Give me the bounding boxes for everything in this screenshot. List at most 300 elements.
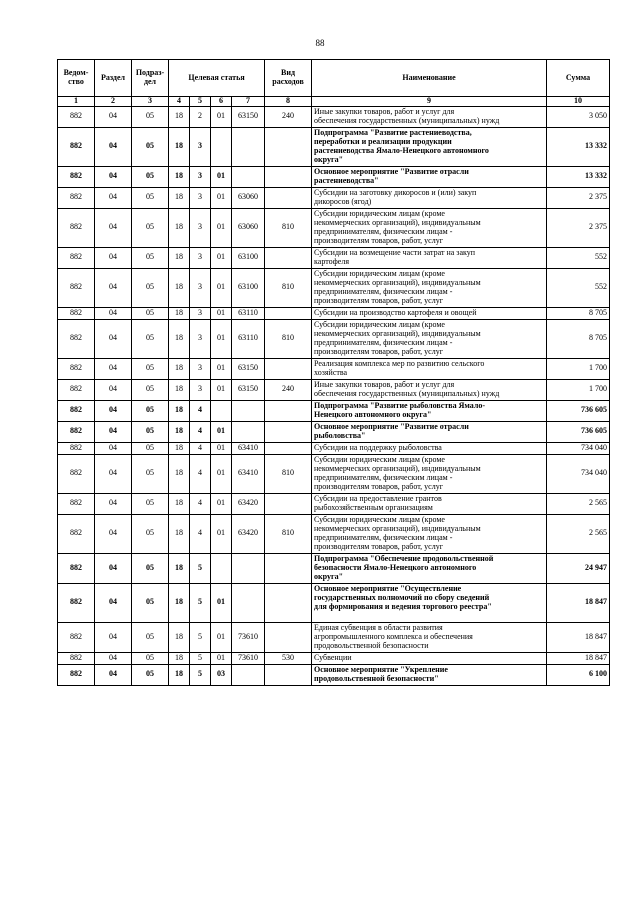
cell-podrazdel: 05 [132, 358, 169, 379]
column-index: 10 [547, 97, 610, 107]
cell-vedomstvo: 882 [58, 208, 95, 247]
name-line: Субсидии на предоставление грантов [314, 494, 442, 503]
name-line: для формирования и ведения торгового реестра" [314, 601, 492, 611]
cell-summa: 2 375 [547, 208, 610, 247]
cell-summa: 8 705 [547, 319, 610, 358]
table-row [58, 454, 610, 493]
cell-subprogram: 5 [190, 583, 211, 622]
table-row [58, 247, 610, 268]
cell-direction [232, 421, 265, 442]
cell-subprogram: 4 [190, 454, 211, 493]
cell-summa: 1 700 [547, 379, 610, 400]
cell-subprogram: 5 [190, 664, 211, 685]
column-index: 6 [211, 97, 232, 107]
cell-subprogram: 2 [190, 106, 211, 127]
cell-razdel: 04 [95, 553, 132, 583]
cell-summa: 6 100 [547, 664, 610, 685]
cell-vedomstvo: 882 [58, 268, 95, 307]
cell-measure: 01 [211, 166, 232, 187]
cell-subprogram: 4 [190, 514, 211, 553]
cell-program: 18 [169, 319, 190, 358]
cell-direction: 63150 [232, 106, 265, 127]
cell-naimenovanie [312, 127, 547, 166]
cell-podrazdel: 05 [132, 208, 169, 247]
table-row [58, 400, 610, 421]
name-line: государственных полномочий по сбору сведений [314, 593, 490, 602]
name-line: округа" [314, 571, 344, 581]
cell-summa: 18 847 [547, 583, 610, 622]
cell-measure: 01 [211, 622, 232, 652]
cell-direction: 63410 [232, 442, 265, 454]
cell-program: 18 [169, 652, 190, 664]
name-line: Субсидии на поддержку рыболовства [314, 442, 442, 452]
cell-direction [232, 664, 265, 685]
header-razdel: Раздел [95, 60, 132, 97]
cell-vid-raskhodov [265, 247, 312, 268]
cell-measure: 01 [211, 493, 232, 514]
cell-razdel: 04 [95, 307, 132, 319]
cell-vid-raskhodov [265, 442, 312, 454]
name-line: некоммерческих организаций), индивидуальным [314, 218, 481, 227]
cell-naimenovanie [312, 268, 547, 307]
cell-summa: 8 705 [547, 307, 610, 319]
cell-podrazdel: 05 [132, 442, 169, 454]
header-vedomstvo: Ведом-ство [58, 60, 95, 97]
cell-subprogram: 3 [190, 268, 211, 307]
cell-razdel: 04 [95, 652, 132, 664]
name-line: Субсидии на заготовку дикоросов и (или) закуп [314, 188, 477, 197]
cell-podrazdel: 05 [132, 379, 169, 400]
cell-measure: 01 [211, 514, 232, 553]
cell-subprogram: 3 [190, 166, 211, 187]
name-line: Субсидии юридическим лицам (кроме [314, 515, 445, 525]
header-row [58, 60, 610, 97]
name-line: дикоросов (ягод) [314, 196, 372, 206]
cell-direction: 63420 [232, 493, 265, 514]
cell-vid-raskhodov [265, 166, 312, 187]
cell-measure: 01 [211, 187, 232, 208]
name-line: некоммерческих организаций), индивидуальным [314, 278, 481, 287]
table-row [58, 358, 610, 379]
cell-subprogram: 3 [190, 319, 211, 358]
cell-summa: 552 [547, 247, 610, 268]
table-body [58, 60, 610, 686]
cell-direction: 63100 [232, 268, 265, 307]
cell-razdel: 04 [95, 358, 132, 379]
cell-direction: 63410 [232, 454, 265, 493]
cell-razdel: 04 [95, 247, 132, 268]
table-row [58, 187, 610, 208]
column-index: 7 [232, 97, 265, 107]
name-line: Единая субвенция в области развития [314, 623, 443, 633]
cell-vid-raskhodov [265, 583, 312, 622]
cell-measure [211, 553, 232, 583]
name-line: обеспечения государственных (муниципальных) нужд [314, 115, 500, 125]
cell-measure: 01 [211, 583, 232, 622]
name-line: безопасности Ямало-Ненецкого автономного [314, 562, 477, 572]
cell-vedomstvo: 882 [58, 514, 95, 553]
cell-program: 18 [169, 421, 190, 442]
cell-naimenovanie [312, 400, 547, 421]
cell-podrazdel: 05 [132, 127, 169, 166]
name-line: Подпрограмма "Развитие рыболовства Ямало- [314, 401, 485, 410]
cell-razdel: 04 [95, 664, 132, 685]
table-row [58, 493, 610, 514]
cell-subprogram: 5 [190, 553, 211, 583]
cell-vid-raskhodov: 530 [265, 652, 312, 664]
cell-vedomstvo: 882 [58, 442, 95, 454]
cell-naimenovanie [312, 442, 547, 454]
cell-measure: 03 [211, 664, 232, 685]
cell-measure [211, 127, 232, 166]
cell-measure [211, 400, 232, 421]
name-line: Подпрограмма "Обеспечение продовольственной [314, 554, 494, 564]
cell-razdel: 04 [95, 319, 132, 358]
cell-subprogram: 4 [190, 442, 211, 454]
cell-razdel: 04 [95, 268, 132, 307]
cell-direction: 63150 [232, 379, 265, 400]
cell-naimenovanie [312, 307, 547, 319]
cell-naimenovanie [312, 553, 547, 583]
name-line: Основное мероприятие "Развитие отрасли [314, 422, 469, 431]
cell-vedomstvo: 882 [58, 187, 95, 208]
cell-direction [232, 166, 265, 187]
table-row [58, 421, 610, 442]
cell-subprogram: 5 [190, 622, 211, 652]
cell-podrazdel: 05 [132, 106, 169, 127]
table-row [58, 652, 610, 664]
cell-vedomstvo: 882 [58, 319, 95, 358]
cell-direction: 63150 [232, 358, 265, 379]
cell-measure: 01 [211, 358, 232, 379]
cell-measure: 01 [211, 319, 232, 358]
cell-podrazdel: 05 [132, 166, 169, 187]
cell-vedomstvo: 882 [58, 664, 95, 685]
cell-measure: 01 [211, 379, 232, 400]
cell-measure: 01 [211, 652, 232, 664]
name-line: производителям товаров, работ, услуг [314, 295, 443, 305]
name-line: продовольственной безопасности" [314, 673, 439, 683]
column-index: 2 [95, 97, 132, 107]
name-line: предпринимателям, физическим лицам - [314, 226, 453, 236]
cell-subprogram: 3 [190, 127, 211, 166]
name-line: Иные закупки товаров, работ и услуг для [314, 107, 455, 116]
cell-podrazdel: 05 [132, 622, 169, 652]
cell-naimenovanie [312, 208, 547, 247]
table-row [58, 319, 610, 358]
cell-direction: 63100 [232, 247, 265, 268]
name-line [314, 612, 544, 621]
name-line: округа" [314, 154, 344, 164]
name-line: обеспечения государственных (муниципальных) нужд [314, 388, 500, 398]
cell-vedomstvo: 882 [58, 454, 95, 493]
cell-direction: 63110 [232, 307, 265, 319]
cell-vedomstvo: 882 [58, 421, 95, 442]
name-line: Основное мероприятие "Развитие отрасли [314, 167, 469, 176]
name-line: Подпрограмма "Развитие растениеводства, [314, 128, 472, 138]
cell-naimenovanie [312, 454, 547, 493]
cell-subprogram: 4 [190, 421, 211, 442]
name-line: некоммерческих организаций), индивидуальным [314, 524, 481, 533]
cell-vedomstvo: 882 [58, 652, 95, 664]
name-line: картофеля [314, 256, 350, 266]
cell-vedomstvo: 882 [58, 379, 95, 400]
cell-program: 18 [169, 514, 190, 553]
name-line: некоммерческих организаций), индивидуальным [314, 329, 481, 338]
cell-razdel: 04 [95, 493, 132, 514]
cell-program: 18 [169, 622, 190, 652]
cell-subprogram: 3 [190, 187, 211, 208]
cell-vid-raskhodov [265, 400, 312, 421]
cell-program: 18 [169, 187, 190, 208]
column-index: 5 [190, 97, 211, 107]
cell-naimenovanie [312, 358, 547, 379]
name-line: растениеводства Ямало-Ненецкого автономного [314, 145, 489, 155]
name-line: Субсидии юридическим лицам (кроме [314, 269, 445, 279]
name-line: Иные закупки товаров, работ и услуг для [314, 380, 455, 389]
name-line: растениеводства" [314, 175, 379, 185]
cell-podrazdel: 05 [132, 400, 169, 421]
name-line: производителям товаров, работ, услуг [314, 346, 443, 356]
column-index: 1 [58, 97, 95, 107]
table-row [58, 307, 610, 319]
cell-program: 18 [169, 664, 190, 685]
cell-razdel: 04 [95, 187, 132, 208]
cell-podrazdel: 05 [132, 187, 169, 208]
name-line: некоммерческих организаций), индивидуальным [314, 464, 481, 473]
cell-vedomstvo: 882 [58, 400, 95, 421]
cell-naimenovanie [312, 583, 547, 622]
name-line: предпринимателям, физическим лицам - [314, 286, 453, 296]
cell-naimenovanie [312, 247, 547, 268]
cell-naimenovanie [312, 664, 547, 685]
cell-measure: 01 [211, 307, 232, 319]
cell-vid-raskhodov [265, 358, 312, 379]
table-row [58, 664, 610, 685]
cell-measure: 01 [211, 421, 232, 442]
cell-subprogram: 3 [190, 358, 211, 379]
name-line: рыболовства" [314, 430, 366, 440]
name-line: Субсидии на возмещение части затрат на закуп [314, 248, 476, 257]
cell-vid-raskhodov: 810 [265, 454, 312, 493]
cell-subprogram: 4 [190, 493, 211, 514]
table-row [58, 442, 610, 454]
cell-measure: 01 [211, 247, 232, 268]
cell-measure: 01 [211, 208, 232, 247]
cell-summa: 3 050 [547, 106, 610, 127]
cell-program: 18 [169, 106, 190, 127]
cell-razdel: 04 [95, 583, 132, 622]
cell-direction: 63060 [232, 187, 265, 208]
cell-podrazdel: 05 [132, 553, 169, 583]
name-line: Основное мероприятие "Укрепление [314, 665, 448, 674]
cell-program: 18 [169, 247, 190, 268]
cell-razdel: 04 [95, 106, 132, 127]
cell-measure: 01 [211, 106, 232, 127]
cell-vid-raskhodov: 240 [265, 379, 312, 400]
cell-podrazdel: 05 [132, 583, 169, 622]
cell-podrazdel: 05 [132, 268, 169, 307]
cell-program: 18 [169, 379, 190, 400]
column-index: 3 [132, 97, 169, 107]
name-line: производителям товаров, работ, услуг [314, 481, 443, 491]
name-line: Ненецкого автономного округа" [314, 409, 432, 419]
cell-program: 18 [169, 493, 190, 514]
table-row [58, 379, 610, 400]
cell-vid-raskhodov [265, 664, 312, 685]
cell-naimenovanie [312, 652, 547, 664]
cell-vedomstvo: 882 [58, 307, 95, 319]
cell-program: 18 [169, 268, 190, 307]
cell-vedomstvo: 882 [58, 583, 95, 622]
cell-direction [232, 127, 265, 166]
cell-program: 18 [169, 553, 190, 583]
cell-subprogram: 4 [190, 400, 211, 421]
cell-summa: 552 [547, 268, 610, 307]
cell-razdel: 04 [95, 400, 132, 421]
table-row [58, 514, 610, 553]
cell-program: 18 [169, 208, 190, 247]
cell-measure: 01 [211, 442, 232, 454]
cell-summa: 2 565 [547, 514, 610, 553]
cell-direction: 63110 [232, 319, 265, 358]
cell-vid-raskhodov [265, 493, 312, 514]
table-row [58, 208, 610, 247]
column-index: 4 [169, 97, 190, 107]
name-line: производителям товаров, работ, услуг [314, 541, 443, 551]
header-podrazdel: Подраз-дел [132, 60, 169, 97]
table-row [58, 553, 610, 583]
cell-vedomstvo: 882 [58, 493, 95, 514]
cell-summa: 13 332 [547, 166, 610, 187]
name-line: хозяйства [314, 367, 348, 377]
name-line: производителям товаров, работ, услуг [314, 235, 443, 245]
cell-vedomstvo: 882 [58, 622, 95, 652]
cell-naimenovanie [312, 106, 547, 127]
cell-summa: 736 605 [547, 421, 610, 442]
cell-naimenovanie [312, 166, 547, 187]
cell-direction [232, 583, 265, 622]
cell-podrazdel: 05 [132, 247, 169, 268]
cell-podrazdel: 05 [132, 319, 169, 358]
cell-vid-raskhodov: 240 [265, 106, 312, 127]
cell-direction [232, 553, 265, 583]
cell-subprogram: 3 [190, 379, 211, 400]
cell-podrazdel: 05 [132, 664, 169, 685]
cell-program: 18 [169, 442, 190, 454]
cell-razdel: 04 [95, 622, 132, 652]
cell-measure: 01 [211, 268, 232, 307]
cell-naimenovanie [312, 622, 547, 652]
name-line: агропромышленного комплекса и обеспечения [314, 631, 473, 641]
cell-subprogram: 3 [190, 307, 211, 319]
cell-vedomstvo: 882 [58, 553, 95, 583]
cell-direction: 73610 [232, 622, 265, 652]
name-line: предпринимателям, физическим лицам - [314, 472, 453, 482]
name-line: Субсидии юридическим лицам (кроме [314, 455, 445, 465]
cell-podrazdel: 05 [132, 652, 169, 664]
cell-razdel: 04 [95, 514, 132, 553]
cell-vid-raskhodov [265, 553, 312, 583]
cell-program: 18 [169, 166, 190, 187]
cell-program: 18 [169, 307, 190, 319]
cell-program: 18 [169, 583, 190, 622]
cell-razdel: 04 [95, 421, 132, 442]
name-line: предпринимателям, физическим лицам - [314, 337, 453, 347]
column-index: 8 [265, 97, 312, 107]
cell-naimenovanie [312, 421, 547, 442]
cell-direction: 63420 [232, 514, 265, 553]
cell-vid-raskhodov: 810 [265, 319, 312, 358]
cell-naimenovanie [312, 493, 547, 514]
name-line: рыбохозяйственным организациям [314, 502, 433, 512]
table-row [58, 622, 610, 652]
budget-table [57, 59, 610, 686]
cell-summa: 2 565 [547, 493, 610, 514]
cell-subprogram: 5 [190, 652, 211, 664]
cell-razdel: 04 [95, 127, 132, 166]
cell-subprogram: 3 [190, 247, 211, 268]
cell-vedomstvo: 882 [58, 127, 95, 166]
cell-program: 18 [169, 400, 190, 421]
header-naimenovanie: Наименование [312, 60, 547, 97]
page-number: 88 [315, 38, 325, 48]
name-line: Реализация комплекса мер по развитию сельского [314, 359, 485, 368]
name-line: Субсидии юридическим лицам (кроме [314, 320, 445, 330]
name-line: Субсидии юридическим лицам (кроме [314, 209, 445, 219]
table-row [58, 268, 610, 307]
cell-measure: 01 [211, 454, 232, 493]
cell-direction: 63060 [232, 208, 265, 247]
column-index-row [58, 97, 610, 107]
cell-podrazdel: 05 [132, 514, 169, 553]
cell-podrazdel: 05 [132, 493, 169, 514]
cell-summa: 18 847 [547, 622, 610, 652]
cell-vid-raskhodov [265, 421, 312, 442]
cell-naimenovanie [312, 319, 547, 358]
cell-razdel: 04 [95, 208, 132, 247]
cell-summa: 1 700 [547, 358, 610, 379]
cell-razdel: 04 [95, 166, 132, 187]
cell-vid-raskhodov [265, 127, 312, 166]
cell-razdel: 04 [95, 379, 132, 400]
cell-summa: 2 375 [547, 187, 610, 208]
name-line: Субвенции [314, 652, 352, 662]
table-row [58, 583, 610, 622]
cell-naimenovanie [312, 187, 547, 208]
cell-vedomstvo: 882 [58, 106, 95, 127]
table-row [58, 106, 610, 127]
cell-razdel: 04 [95, 442, 132, 454]
cell-vedomstvo: 882 [58, 358, 95, 379]
cell-subprogram: 3 [190, 208, 211, 247]
cell-razdel: 04 [95, 454, 132, 493]
name-line: предпринимателям, физическим лицам - [314, 532, 453, 542]
cell-summa: 18 847 [547, 652, 610, 664]
table-row [58, 127, 610, 166]
cell-podrazdel: 05 [132, 307, 169, 319]
cell-naimenovanie [312, 379, 547, 400]
name-line: Основное мероприятие "Осуществление [314, 584, 462, 594]
cell-summa: 736 605 [547, 400, 610, 421]
cell-podrazdel: 05 [132, 454, 169, 493]
cell-vid-raskhodov: 810 [265, 268, 312, 307]
name-line: продовольственной безопасности [314, 640, 429, 650]
cell-vedomstvo: 882 [58, 247, 95, 268]
cell-vedomstvo: 882 [58, 166, 95, 187]
name-line: переработки и реализации продукции [314, 137, 452, 146]
cell-program: 18 [169, 127, 190, 166]
